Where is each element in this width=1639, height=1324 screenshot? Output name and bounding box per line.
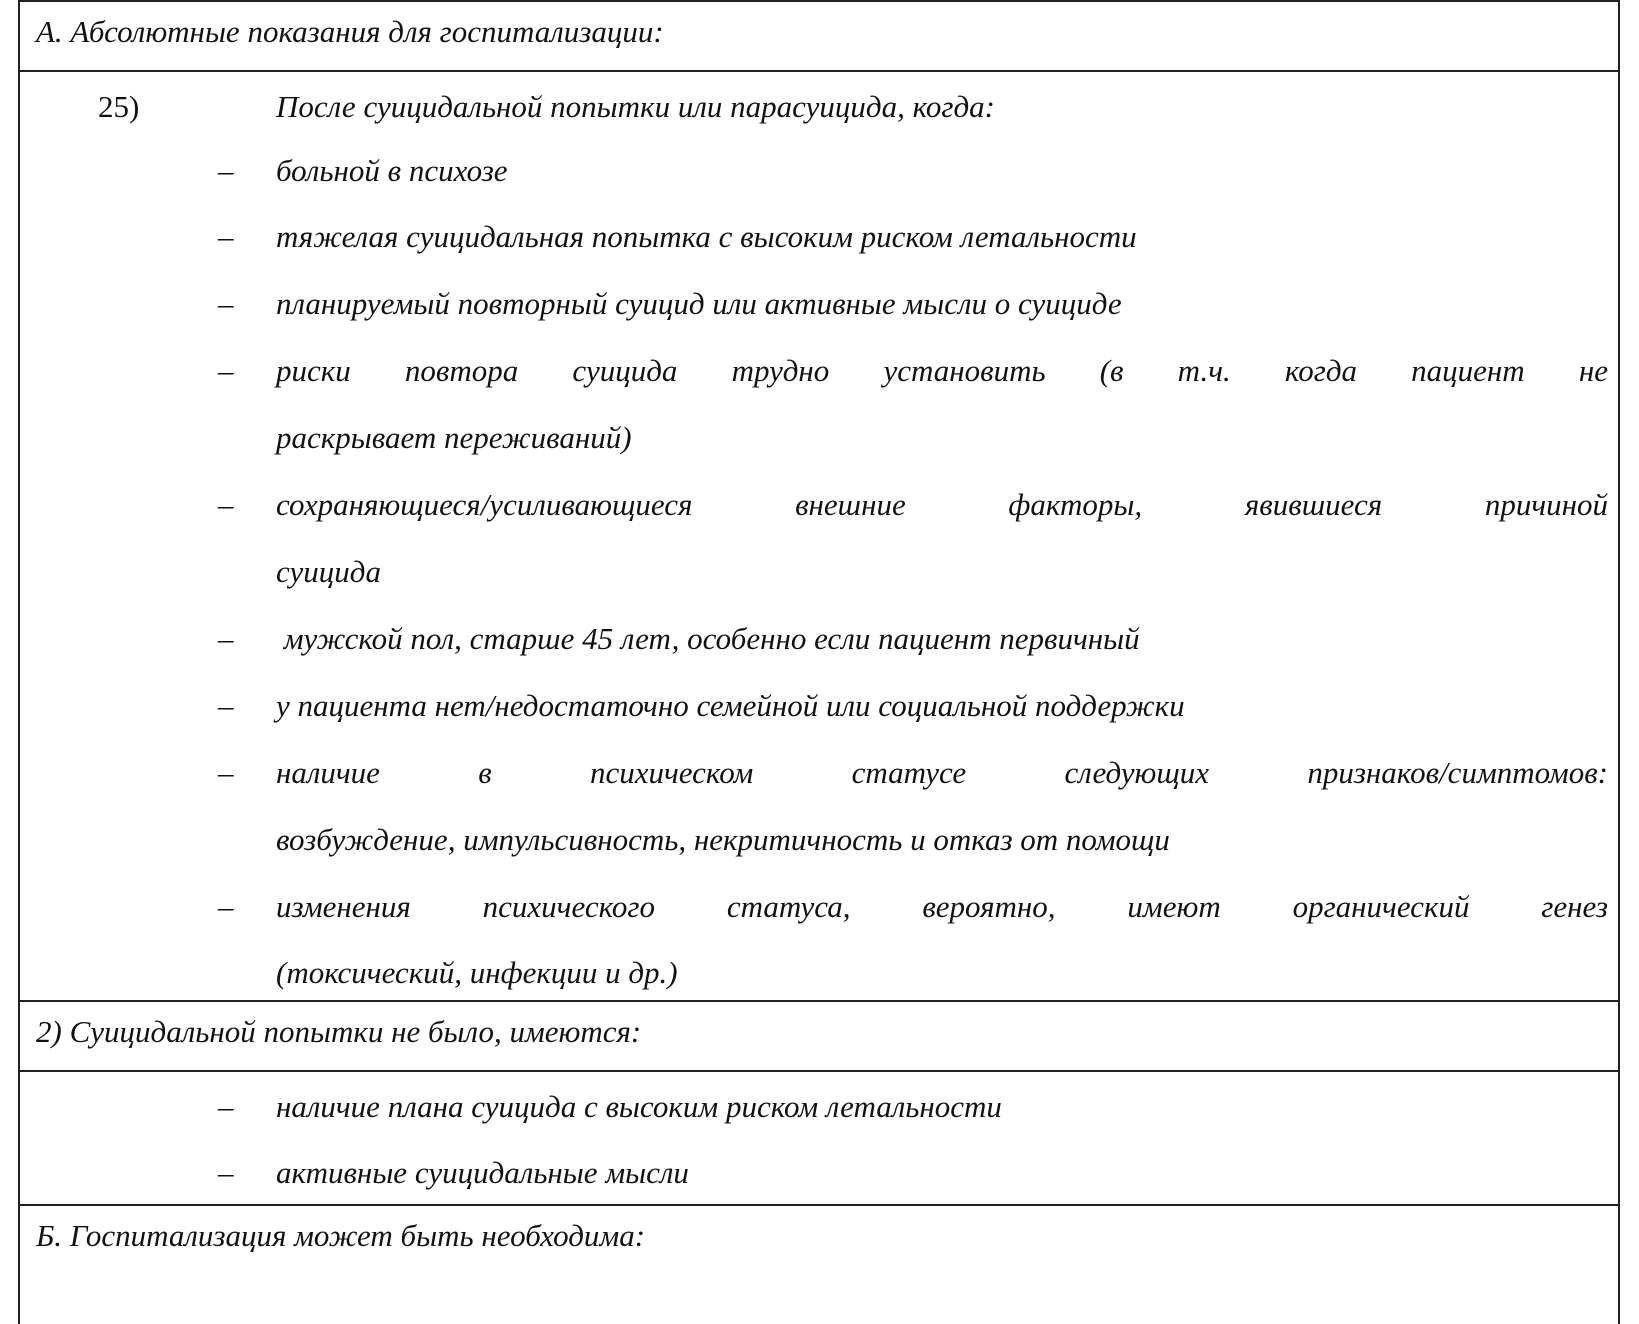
list-item (20, 470, 1618, 539)
dash-bullet: – (218, 487, 234, 522)
list-item (20, 136, 1618, 205)
list-item (20, 202, 1618, 271)
dash-bullet: – (218, 1155, 234, 1190)
block2-row (20, 1070, 1618, 1204)
list-item-text: (токсический, инфекции и др.) (276, 955, 678, 990)
list-item-text: активные суицидальные мысли (276, 1155, 689, 1190)
list-item (20, 269, 1618, 338)
list-item-text: больной в психозе (276, 153, 508, 188)
dash-bullet: – (218, 755, 234, 790)
item-number: 25) (98, 89, 140, 124)
list-item (20, 1138, 1618, 1207)
dash-bullet: – (218, 621, 234, 656)
list-item (20, 671, 1618, 740)
list-item-text: мужской пол, старше 45 лет, особенно если пациент первичный (276, 621, 1140, 656)
dash-bullet: – (218, 353, 234, 388)
list-item-text: возбуждение, импульсивность, некритичность и отказ от помощи (276, 822, 1170, 857)
list-item-text: тяжелая суицидальная попытка с высоким риском летальности (276, 219, 1137, 254)
section-2-row (20, 1000, 1618, 1070)
section-a-row (20, 0, 1618, 70)
list-item-text: наличие в психическом статусе следующих признаков/симптомов: (276, 755, 1608, 790)
list-item (20, 872, 1618, 941)
list-item-text: у пациента нет/недостаточно семейной или социальной поддержки (276, 688, 1185, 723)
list-item-text: сохраняющиеся/усиливающиеся внешние факторы, явившиеся причиной (276, 487, 1608, 522)
block1-row (20, 70, 1618, 1000)
list-item-continuation (20, 403, 1618, 472)
list-item-text: планируемый повторный суицид или активные мысли о суициде (276, 286, 1122, 321)
block1-heading: После суицидальной попытки или парасуицида, когда: (276, 89, 995, 124)
block1-heading-line (20, 72, 1618, 141)
section-a-title: А. Абсолютные показания для госпитализации: (36, 14, 664, 49)
section-b-row (20, 1204, 1618, 1324)
list-item-continuation (20, 537, 1618, 606)
list-item (20, 336, 1618, 405)
list-item-text: суицида (276, 554, 381, 589)
dash-bullet: – (218, 153, 234, 188)
section-2-title: 2) Суицидальной попытки не было, имеются: (36, 1014, 642, 1049)
section-b-title: Б. Госпитализация может быть необходима: (36, 1218, 646, 1253)
list-item-continuation (20, 805, 1618, 874)
list-item-text: риски повтора суицида трудно установить (в т.ч. когда пациент не (276, 353, 1608, 388)
list-item-text: наличие плана суицида с высоким риском летальности (276, 1089, 1002, 1124)
dash-bullet: – (218, 219, 234, 254)
list-item-text: изменения психического статуса, вероятно, имеют органический генез (276, 889, 1608, 924)
dash-bullet: – (218, 889, 234, 924)
list-item (20, 1072, 1618, 1141)
list-item-continuation (20, 938, 1618, 1007)
list-item (20, 738, 1618, 807)
dash-bullet: – (218, 1089, 234, 1124)
list-item (20, 604, 1618, 673)
list-item-text: раскрывает переживаний) (276, 420, 632, 455)
dash-bullet: – (218, 286, 234, 321)
indications-table (18, 0, 1620, 1324)
dash-bullet: – (218, 688, 234, 723)
